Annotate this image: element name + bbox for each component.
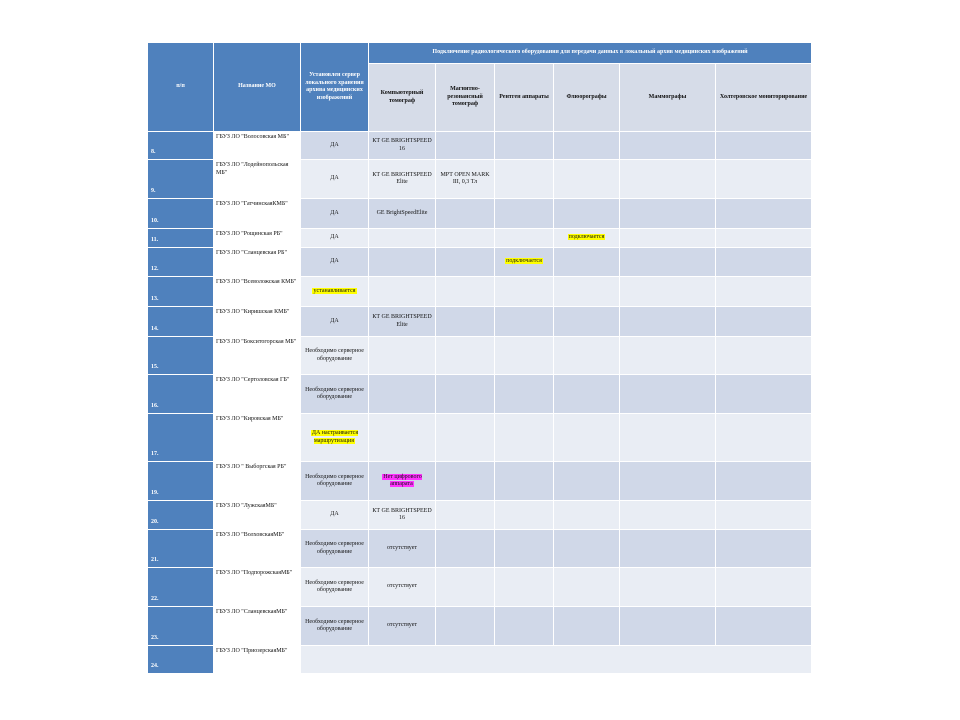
cell-text: отсутствует	[386, 544, 417, 551]
cell-mammo	[620, 414, 715, 461]
table-row	[148, 501, 811, 529]
cell-text: ДА	[330, 234, 339, 241]
cell-mammo	[620, 501, 715, 529]
cell-fluoro	[554, 337, 619, 374]
cell-ct	[369, 530, 435, 567]
cell-fluoro	[554, 277, 619, 306]
cell-ct	[369, 199, 435, 228]
cell-fluoro	[554, 568, 619, 606]
cell-fluoro	[554, 132, 619, 159]
header-group: Подключение радиологического оборудования для передачи данных в локальный архив медицинских изображений	[369, 43, 811, 63]
facility-name: ГБУЗ ЛО "ПодпорожскаяМБ"	[214, 568, 300, 606]
cell-ct	[369, 277, 435, 306]
highlight-yellow: подключается	[568, 234, 605, 241]
cell-fluoro	[554, 501, 619, 529]
facility-name: ГБУЗ ЛО "Всеволожская КМБ"	[214, 277, 300, 306]
cell-holter	[716, 607, 811, 645]
row-number: 13.	[148, 277, 213, 306]
cell-holter	[716, 501, 811, 529]
cell-ct	[369, 248, 435, 276]
cell-mrt	[436, 568, 494, 606]
facility-name: ГБУЗ ЛО " Выборгская РБ"	[214, 462, 300, 500]
cell-text: ДА	[330, 209, 339, 216]
header-mrt: Магнитно-резонансный томограф	[436, 64, 494, 131]
cell-xray	[495, 462, 553, 500]
row-number: 24.	[148, 646, 213, 673]
cell-holter	[716, 199, 811, 228]
cell-mammo	[620, 132, 715, 159]
cell-fluoro	[554, 414, 619, 461]
cell-xray	[495, 199, 553, 228]
row-number: 10.	[148, 199, 213, 228]
cell-xray	[495, 568, 553, 606]
cell-holter	[716, 160, 811, 198]
cell-fluoro	[554, 199, 619, 228]
header-mammo: Маммографы	[620, 64, 715, 131]
cell-text: GE BrightSpeedElite	[376, 209, 428, 216]
cell-server	[301, 414, 368, 461]
cell-mammo	[620, 229, 715, 247]
cell-ct	[369, 414, 435, 461]
highlight-magenta: Нет цифрового аппарата	[383, 473, 422, 487]
cell-mammo	[620, 160, 715, 198]
table-row	[148, 646, 811, 673]
cell-fluoro	[554, 160, 619, 198]
row-number: 17.	[148, 414, 213, 461]
table-body	[148, 132, 811, 673]
cell-xray	[495, 375, 553, 413]
cell-fluoro	[554, 462, 619, 500]
cell-mrt	[436, 530, 494, 567]
cell-mrt	[436, 307, 494, 336]
cell-text: Необходимо серверное оборудование	[305, 473, 364, 487]
row-number: 21.	[148, 530, 213, 567]
cell-mammo	[620, 568, 715, 606]
facility-name: ГБУЗ ЛО "Рощинская РБ"	[214, 229, 300, 247]
header-holter: Холтеровское мониторирование	[716, 64, 811, 131]
cell-xray	[495, 132, 553, 159]
cell-mrt	[436, 248, 494, 276]
cell-xray	[495, 229, 553, 247]
cell-mammo	[620, 248, 715, 276]
table-row	[148, 248, 811, 276]
row-number: 11.	[148, 229, 213, 247]
cell-holter	[716, 530, 811, 567]
table-row	[148, 277, 811, 306]
empty-cell	[301, 646, 811, 673]
cell-server	[301, 375, 368, 413]
cell-text: ДА	[330, 258, 339, 265]
row-number: 9.	[148, 160, 213, 198]
cell-mrt	[436, 229, 494, 247]
cell-mammo	[620, 607, 715, 645]
table-row	[148, 199, 811, 228]
table-row	[148, 607, 811, 645]
cell-mammo	[620, 337, 715, 374]
cell-ct	[369, 160, 435, 198]
cell-ct	[369, 229, 435, 247]
cell-server	[301, 568, 368, 606]
highlight-yellow: подключается	[506, 258, 542, 265]
cell-ct	[369, 501, 435, 529]
cell-holter	[716, 248, 811, 276]
table-row	[148, 462, 811, 500]
cell-xray	[495, 530, 553, 567]
cell-text: Необходимо серверное оборудование	[305, 541, 364, 555]
cell-ct	[369, 462, 435, 500]
table-row	[148, 568, 811, 606]
cell-mrt	[436, 607, 494, 645]
row-number: 19.	[148, 462, 213, 500]
facility-name: ГБУЗ ЛО "Киришская КМБ"	[214, 307, 300, 336]
cell-text: КТ GE BRIGHTSPEED Elite	[372, 171, 432, 185]
cell-ct	[369, 568, 435, 606]
cell-text: ДА	[330, 141, 339, 148]
header-server: Установлен сервер локального хранения архива медицинских изображений	[301, 43, 368, 131]
cell-ct	[369, 132, 435, 159]
cell-xray	[495, 277, 553, 306]
cell-holter	[716, 132, 811, 159]
cell-mrt	[436, 160, 494, 198]
row-number: 12.	[148, 248, 213, 276]
cell-server	[301, 248, 368, 276]
cell-holter	[716, 337, 811, 374]
cell-server	[301, 277, 368, 306]
equipment-table	[147, 42, 812, 674]
table-row	[148, 132, 811, 159]
cell-xray	[495, 414, 553, 461]
facility-name: ГБУЗ ЛО "ВолховскаяМБ"	[214, 530, 300, 567]
cell-fluoro	[554, 248, 619, 276]
row-number: 22.	[148, 568, 213, 606]
cell-xray	[495, 248, 553, 276]
facility-name: ГБУЗ ЛО "Сланцевская РБ"	[214, 248, 300, 276]
facility-name: ГБУЗ ЛО "ГатчинскаяКМБ"	[214, 199, 300, 228]
row-number: 8.	[148, 132, 213, 159]
cell-xray	[495, 337, 553, 374]
row-number: 23.	[148, 607, 213, 645]
cell-text: Необходимо серверное оборудование	[305, 618, 364, 632]
highlight-yellow: устанавливается	[313, 287, 356, 294]
cell-mrt	[436, 199, 494, 228]
cell-mrt	[436, 337, 494, 374]
cell-server	[301, 199, 368, 228]
cell-mrt	[436, 462, 494, 500]
cell-fluoro	[554, 530, 619, 567]
cell-mammo	[620, 199, 715, 228]
cell-server	[301, 132, 368, 159]
cell-ct	[369, 375, 435, 413]
cell-holter	[716, 462, 811, 500]
cell-server	[301, 501, 368, 529]
cell-server	[301, 229, 368, 247]
cell-fluoro	[554, 375, 619, 413]
table-row	[148, 307, 811, 336]
cell-ct	[369, 337, 435, 374]
table-row	[148, 229, 811, 247]
header-ct: Компьютерный томограф	[369, 64, 435, 131]
cell-text: отсутствует	[386, 583, 417, 590]
facility-name: ГБУЗ ЛО "Лодейнопольская МБ"	[214, 160, 300, 198]
cell-mammo	[620, 277, 715, 306]
header-name: Название МО	[214, 43, 300, 131]
facility-name: ГБУЗ ЛО "ПриозерскаяМБ"	[214, 646, 300, 673]
highlight-yellow: ДА настраивается маршрутизация	[311, 430, 359, 444]
facility-name: ГБУЗ ЛО "СланцевскаяМБ"	[214, 607, 300, 645]
row-number: 15.	[148, 337, 213, 374]
cell-mrt	[436, 414, 494, 461]
cell-holter	[716, 277, 811, 306]
cell-text: отсутствует	[386, 622, 417, 629]
facility-name: ГБУЗ ЛО "Бокситогорская МБ"	[214, 337, 300, 374]
cell-text: КТ GE BRIGHTSPEED Elite	[372, 314, 432, 328]
cell-fluoro	[554, 607, 619, 645]
table-row	[148, 530, 811, 567]
cell-text: Необходимо серверное оборудование	[305, 386, 364, 400]
cell-server	[301, 337, 368, 374]
cell-text: Необходимо серверное оборудование	[305, 348, 364, 362]
cell-server	[301, 530, 368, 567]
cell-text: КТ GE BRIGHTSPEED 16	[372, 507, 432, 521]
cell-server	[301, 307, 368, 336]
cell-xray	[495, 160, 553, 198]
row-number: 14.	[148, 307, 213, 336]
cell-mrt	[436, 277, 494, 306]
cell-holter	[716, 414, 811, 461]
row-number: 16.	[148, 375, 213, 413]
cell-text: Необходимо серверное оборудование	[305, 579, 364, 593]
table-row	[148, 337, 811, 374]
cell-holter	[716, 568, 811, 606]
cell-mrt	[436, 501, 494, 529]
cell-mrt	[436, 132, 494, 159]
table-row	[148, 160, 811, 198]
cell-xray	[495, 307, 553, 336]
cell-xray	[495, 607, 553, 645]
cell-holter	[716, 229, 811, 247]
header-num: п/п	[148, 43, 213, 131]
header-fluoro: Флюорографы	[554, 64, 619, 131]
cell-ct	[369, 307, 435, 336]
cell-server	[301, 160, 368, 198]
cell-holter	[716, 375, 811, 413]
cell-mammo	[620, 462, 715, 500]
cell-text: МРТ OPEN MARK III, 0,3 Тл	[440, 171, 490, 185]
cell-ct	[369, 607, 435, 645]
cell-fluoro	[554, 229, 619, 247]
facility-name: ГБУЗ ЛО "ЛужскаяМБ"	[214, 501, 300, 529]
cell-mammo	[620, 307, 715, 336]
cell-text: КТ GE BRIGHTSPEED 16	[372, 138, 432, 152]
cell-server	[301, 462, 368, 500]
cell-mammo	[620, 375, 715, 413]
cell-server	[301, 607, 368, 645]
facility-name: ГБУЗ ЛО "Кировская МБ"	[214, 414, 300, 461]
facility-name: ГБУЗ ЛО "Сертоловская ГБ"	[214, 375, 300, 413]
table-row	[148, 375, 811, 413]
cell-text: ДА	[330, 175, 339, 182]
header-xray: Рентген аппараты	[495, 64, 553, 131]
cell-holter	[716, 307, 811, 336]
cell-xray	[495, 501, 553, 529]
cell-mrt	[436, 375, 494, 413]
table-row	[148, 414, 811, 461]
cell-fluoro	[554, 307, 619, 336]
cell-text: ДА	[330, 511, 339, 518]
row-number: 20.	[148, 501, 213, 529]
cell-mammo	[620, 530, 715, 567]
facility-name: ГБУЗ ЛО "Волосовская МБ"	[214, 132, 300, 159]
cell-text: ДА	[330, 317, 339, 324]
